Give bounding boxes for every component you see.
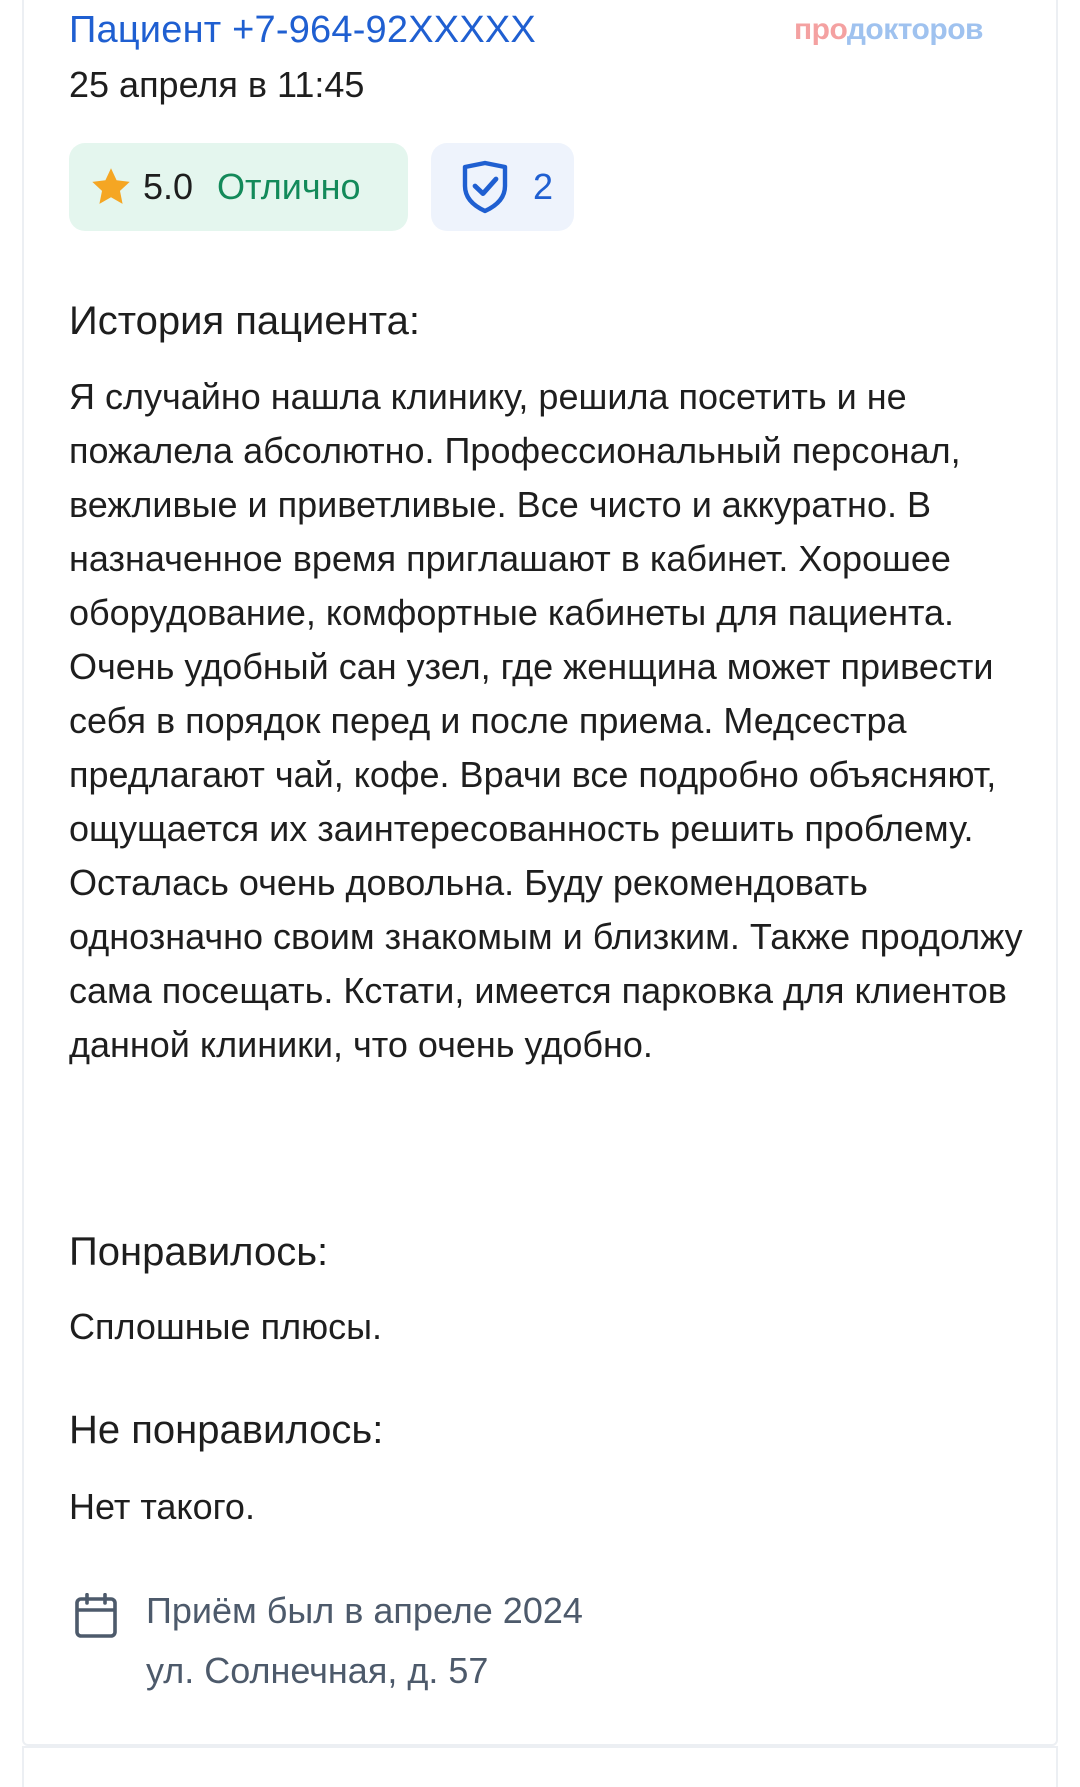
liked-text: Сплошные плюсы. [69,1306,382,1347]
rating-badge [69,143,408,231]
rating-label: Отлично [217,166,361,207]
prodoctorov-logo [794,10,983,50]
review-author-link[interactable]: Пациент +7-964-92XXXXX [69,9,536,51]
calendar-icon [74,1593,118,1639]
disliked-title: Не понравилось: [69,1408,384,1452]
visit-info [69,1588,969,1708]
logo-part-doctorov: докторов [846,13,983,46]
verification-badge[interactable] [431,143,574,231]
star-icon [89,165,133,209]
rating-value: 5.0 [143,166,194,207]
disliked-text: Нет такого. [69,1486,255,1527]
logo-part-pro: про [794,13,847,46]
story-title: История пациента: [69,299,420,343]
shield-check-icon [459,160,511,214]
story-text: Я случайно нашла клинику, решила посетить и не пожалела абсолютно. Профессиональный персонал, вежливые и приветливые. Все чисто и аккуратно. В назначенное время приглашают в кабинет. Хорошее оборудование, комфортные кабинеты для пациента. Очень удобный сан узел, где женщина может привести себя в порядок перед и после приема. Медсестра предлагают чай, кофе. Врачи все подробно объясняют, ощущается их заинтересованность решить проблему. Осталась очень довольна. Буду рекомендовать однозначно своим знакомым и близким. Также продолжу сама посещать. Кстати, имеется парковка для клиентов данной клиники, что очень удобно. [69,376,1023,1065]
liked-title: Понравилось: [69,1230,329,1274]
next-review-card [22,1748,1058,1787]
visit-address: ул. Солнечная, д. 57 [146,1650,489,1691]
review-date: 25 апреля в 11:45 [69,64,365,105]
verification-count: 2 [533,166,554,207]
visit-date: Приём был в апреле 2024 [146,1590,583,1631]
